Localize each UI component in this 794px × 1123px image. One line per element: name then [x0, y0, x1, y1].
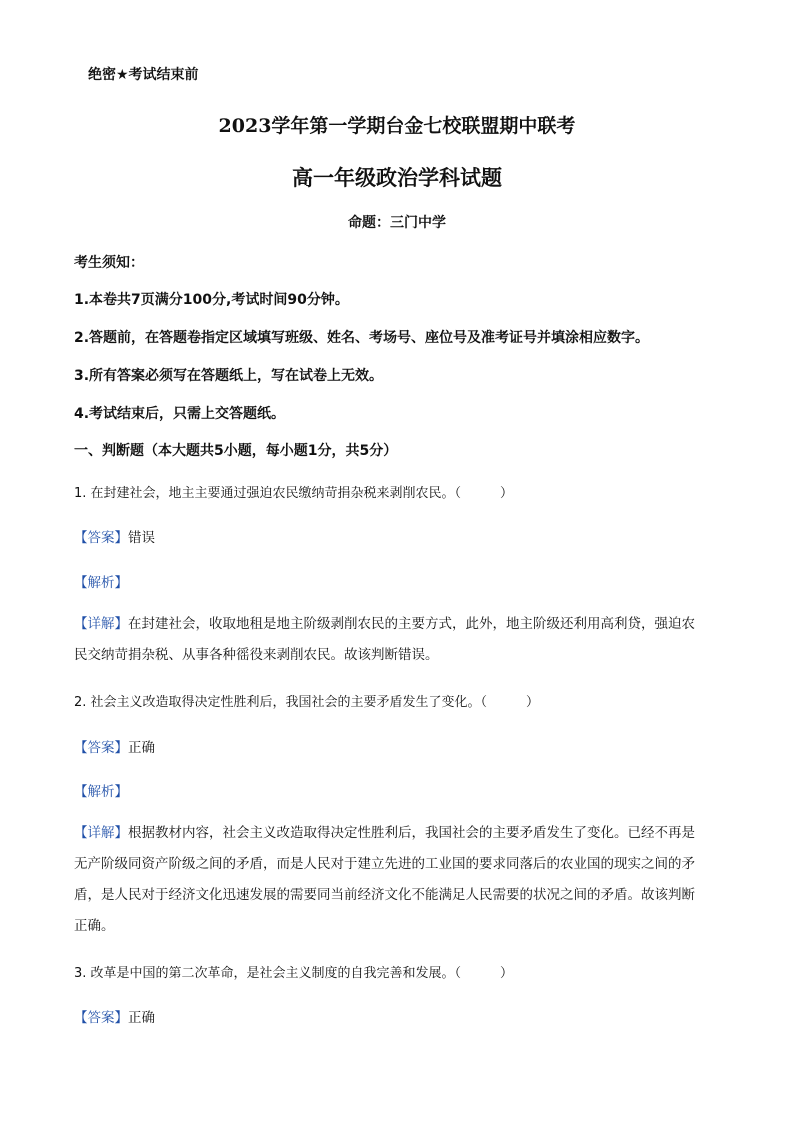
question-2-detail: [74, 818, 724, 942]
notes-heading: 考生须知：: [74, 255, 144, 271]
exam-author: 命题：三门中学: [348, 215, 446, 231]
exam-subtitle: 高一年级政治学科试题: [292, 166, 502, 190]
note-item-3: 3.所有答案必须写在答题纸上，写在试卷上无效。: [74, 368, 384, 384]
detail-line: 正确。: [74, 918, 115, 934]
question-2-stem: 2. 社会主义改造取得决定性胜利后，我国社会的主要矛盾发生了变化。（ ）: [74, 695, 540, 710]
section-heading: 一、判断题（本大题共5小题，每小题1分，共5分）: [74, 443, 398, 459]
detail-line: 盾，是人民对于经济文化迅速发展的需要同当前经济文化不能满足人民需要的状况之间的矛盾。故该判断: [74, 887, 695, 903]
question-3-stem: 3. 改革是中国的第二次革命，是社会主义制度的自我完善和发展。（ ）: [74, 966, 514, 981]
note-item-1: 1.本卷共7页满分100分,考试时间90分钟。: [74, 292, 349, 308]
detail-label: 【详解】: [74, 825, 128, 841]
answer-label: 【答案】: [74, 530, 128, 546]
question-2-analysis-label: 【解析】: [74, 784, 128, 800]
detail-line: 民交纳苛捐杂税、从事各种徭役来剥削农民。故该判断错误。: [74, 647, 439, 663]
question-2-answer: [74, 736, 155, 756]
detail-line: 【详解】根据教材内容，社会主义改造取得决定性胜利后，我国社会的主要矛盾发生了变化。已经不再是: [74, 825, 695, 841]
detail-label: 【详解】: [74, 616, 128, 632]
detail-line: 无产阶级同资产阶级之间的矛盾，而是人民对于建立先进的工业国的要求同落后的农业国的现实之间的矛: [74, 856, 695, 872]
question-1-stem: 1. 在封建社会，地主主要通过强迫农民缴纳苛捐杂税来剥削农民。（ ）: [74, 486, 514, 501]
detail-line: 【详解】在封建社会，收取地租是地主阶级剥削农民的主要方式，此外，地主阶级还利用高利贷，强迫农: [74, 616, 695, 632]
answer-label: 【答案】: [74, 1010, 128, 1026]
confidential-mark: 绝密★考试结束前: [88, 67, 199, 83]
question-1-analysis-label: 【解析】: [74, 575, 128, 591]
answer-value: 正确: [128, 1010, 155, 1026]
note-item-2: 2.答题前，在答题卷指定区域填写班级、姓名、考场号、座位号及准考证号并填涂相应数字。: [74, 330, 650, 346]
exam-title: 2023学年第一学期台金七校联盟期中联考: [218, 115, 576, 137]
note-item-4: 4.考试结束后，只需上交答题纸。: [74, 406, 286, 422]
question-1-detail: [74, 609, 724, 671]
answer-value: 正确: [128, 740, 155, 756]
question-1-answer: [74, 526, 155, 546]
question-3-answer: [74, 1006, 155, 1026]
answer-value: 错误: [128, 530, 155, 546]
answer-label: 【答案】: [74, 740, 128, 756]
